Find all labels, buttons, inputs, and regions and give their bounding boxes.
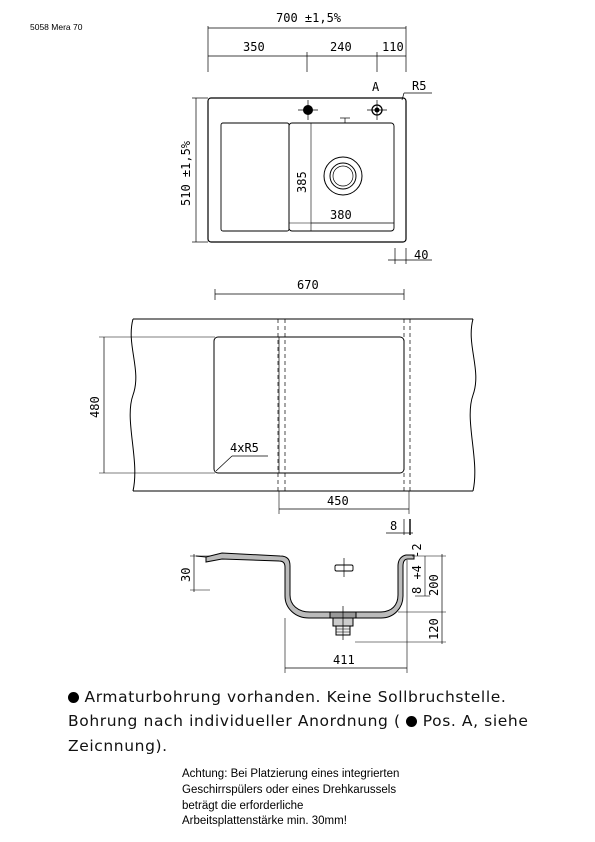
dim-seg-right: 110 [382, 40, 404, 54]
dim-drain-height: 120 [427, 618, 441, 640]
cutout-view [99, 289, 476, 535]
dim-seg-mid: 240 [330, 40, 352, 54]
warning-line-1: Achtung: Bei Platzierung eines integrierten [182, 768, 400, 780]
dim-cutout-depth: 480 [88, 396, 102, 418]
warning-line-4: Arbeitsplattenstärke min. 30mm! [182, 815, 347, 828]
label-pos-a: A [372, 80, 380, 94]
dim-width-overall: 700 ±1,5% [276, 11, 342, 25]
dim-rim-height: 30 [179, 567, 193, 582]
dim-rim: 40 [414, 248, 429, 262]
bullet-dot-icon [406, 716, 417, 727]
dim-section-width: 411 [333, 653, 355, 667]
dim-cutout-bowl-width: 450 [327, 494, 349, 508]
dim-cutout-width: 670 [297, 278, 319, 292]
label-radius: R5 [412, 79, 427, 93]
dim-bowl-width: 380 [330, 208, 352, 222]
dim-cutout-offset: 8 [390, 519, 398, 533]
dim-seg-left: 350 [243, 40, 265, 54]
bullet-dot-icon [68, 692, 79, 703]
top-view [192, 26, 432, 264]
warning-text [182, 767, 399, 830]
note-line-2: Bohrung nach individueller Anordnung ( Pos. A, siehe [68, 712, 529, 730]
product-code: 5058 Mera 70 [30, 22, 83, 32]
dim-depth-overall: 510 ±1,5% [179, 140, 193, 206]
label-corner-radius: 4xR5 [230, 441, 259, 455]
dim-bowl-depth: 385 [295, 171, 309, 193]
warning-line-3: beträgt die erforderliche [182, 799, 304, 812]
tap-hole-icon [303, 105, 313, 115]
warning-line-2: Geschirrspülers oder eines Drehkarussels [182, 783, 397, 796]
note-line-3: Zeicnnung). [68, 737, 168, 755]
dim-bowl-height: 200 [427, 574, 441, 596]
dim-tolerance: 8 +4 -2 [410, 543, 424, 594]
section-view [190, 553, 446, 673]
note-line-1: Armaturbohrung vorhanden. Keine Sollbruchstelle. [68, 688, 506, 706]
